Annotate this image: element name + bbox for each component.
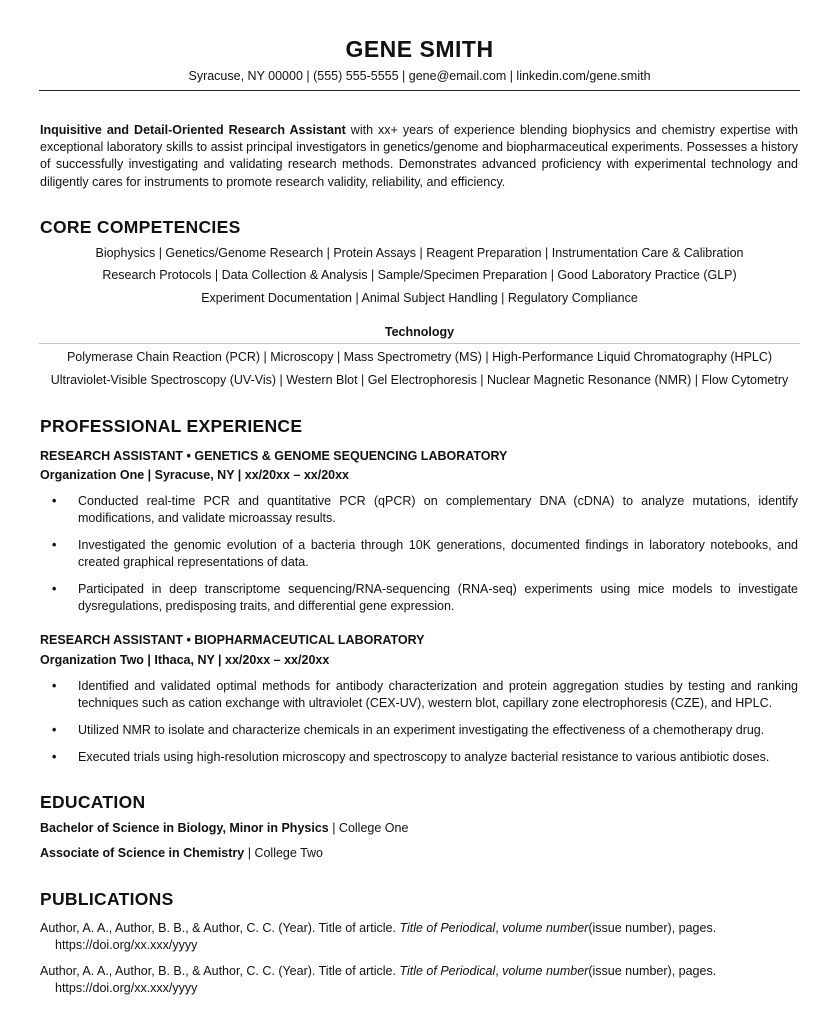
bullet-dot-icon: • [52,722,57,737]
bullet-item [40,493,798,527]
bullet-text: Utilized NMR to isolate and characterize chemicals in an experiment investigating the effectiveness of a chemotherapy drug. [78,722,765,737]
publication-issue: (issue number), pages. [588,964,717,978]
bullet-item [40,537,798,571]
publication-periodical: Title of Periodical [399,964,496,978]
bullet-text: Conducted real-time PCR and quantitative PCR (qPCR) on complementary DNA (cDNA) to analyze mutations, identify modifications, and validate microassay results. [78,494,798,526]
bullet-dot-icon: • [52,537,57,552]
education-entry [40,846,323,860]
section-title-competencies: CORE COMPETENCIES [40,217,241,237]
summary-text: with xx+ years of experience blending biophysics and chemistry expertise with exceptional laboratory skills to assist principal investigators in genetics/genome and biopharmaceutical experiments. Possesses a history of successfully investigating and validating research methods. Demonstrates advanced proficiency with experimental technology and diligently cares for instruments to promote research validity, reliability, and efficiency. [40,123,798,189]
candidate-name: GENE SMITH [345,36,494,62]
technology-line: Ultraviolet-Visible Spectroscopy (UV-Vis) | Western Blot | Gel Electrophoresis | Nuclear Magnetic Resonance (NMR) | Flow Cytometry [50,373,789,387]
job-title: RESEARCH ASSISTANT • BIOPHARMACEUTICAL LABORATORY [40,633,425,647]
bullet-item [40,678,798,712]
bullet-text: Participated in deep transcriptome sequencing/RNA-sequencing (RNA-seq) experiments using mice models to investigate dysregulations, predisposing traits, and differential gene expression. [78,581,798,614]
header-divider [39,90,800,91]
bullet-item [40,749,798,766]
bullet-item [40,722,798,739]
publication-separator: , [495,921,503,935]
job-organization: Organization One | Syracuse, NY | xx/20xx – xx/20xx [40,468,350,482]
bullet-text: Identified and validated optimal methods for antibody characterization and protein aggregation studies by testing and ranking techniques such as cation exchange with ultraviolet (CEX-UV), western blot, capillary zone electrophoresis (CZE), and HPLC. [78,679,798,711]
publication-separator: , [495,964,503,978]
job-bullets [40,493,798,625]
section-title-education: EDUCATION [40,792,146,812]
publication-volume: volume number [502,964,589,978]
contact-line: Syracuse, NY 00000 | (555) 555-5555 | gene@email.com | linkedin.com/gene.smith [188,69,651,83]
bullet-dot-icon: • [52,494,57,508]
publication-entry [40,963,798,997]
job-title: RESEARCH ASSISTANT • GENETICS & GENOME SEQUENCING LABORATORY [40,449,508,463]
bullet-text: Investigated the genomic evolution of a bacteria through 10K generations, documented findings in laboratory notebooks, and created graphical representations of data. [78,537,798,570]
bullet-dot-icon: • [52,679,57,693]
job-organization: Organization Two | Ithaca, NY | xx/20xx – xx/20xx [40,653,330,667]
publication-authors: Author, A. A., Author, B. B., & Author, C. C. (Year). Title of article. [40,921,400,935]
bullet-item [40,581,798,615]
bullet-text: Executed trials using high-resolution microscopy and spectroscopy to analyze bacterial resistance to various antibiotic doses. [78,749,770,764]
degree: Bachelor of Science in Biology, Minor in Physics [40,821,329,835]
technology-divider [39,343,800,344]
section-title-experience: PROFESSIONAL EXPERIENCE [40,416,303,436]
publication-doi: https://doi.org/xx.xxx/yyyy [55,938,198,953]
competency-line: Biophysics | Genetics/Genome Research | Protein Assays | Reagent Preparation | Instrumentation Care & Calibration [95,246,744,260]
technology-line: Polymerase Chain Reaction (PCR) | Microscopy | Mass Spectrometry (MS) | High-Performance Liquid Chromatography (HPLC) [66,350,773,364]
publication-entry [40,920,798,954]
bullet-dot-icon: • [52,581,57,596]
school: | College Two [244,846,324,860]
degree: Associate of Science in Chemistry [40,846,245,860]
publication-issue: (issue number), pages. [588,921,717,935]
technology-label: Technology [384,325,455,339]
publication-doi: https://doi.org/xx.xxx/yyyy [55,981,198,996]
education-entry [40,821,408,835]
section-title-publications: PUBLICATIONS [40,889,174,909]
job-bullets [40,678,798,775]
competency-line: Research Protocols | Data Collection & Analysis | Sample/Specimen Preparation | Good Laboratory Practice (GLP) [102,268,737,282]
publication-periodical: Title of Periodical [399,921,496,935]
competency-line: Experiment Documentation | Animal Subject Handling | Regulatory Compliance [201,291,638,305]
publication-volume: volume number [502,921,589,935]
bullet-dot-icon: • [52,749,57,764]
summary-lead: Inquisitive and Detail-Oriented Research Assistant [40,123,346,137]
school: | College One [328,821,409,835]
publication-authors: Author, A. A., Author, B. B., & Author, C. C. (Year). Title of article. [40,964,400,978]
summary-paragraph [40,122,798,191]
